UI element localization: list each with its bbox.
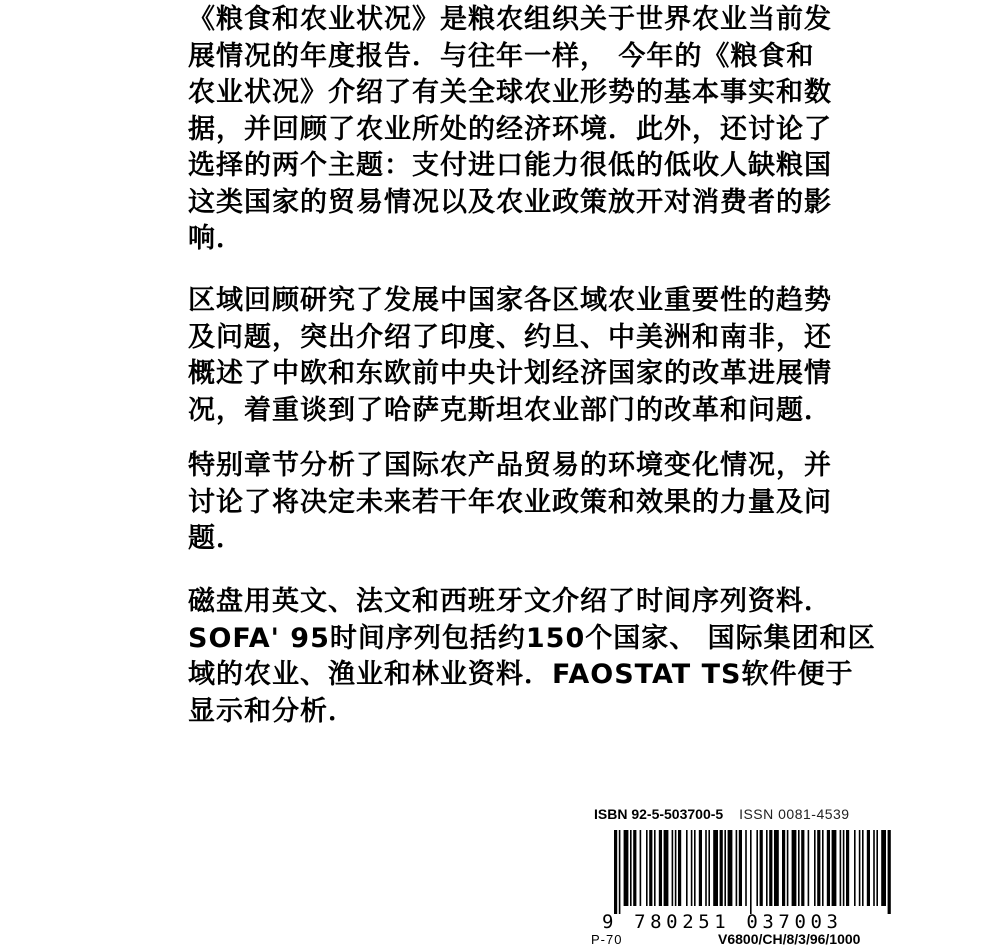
text-line: SOFA' 95时间序列包括约150个国家、 国际集团和区 [188,622,876,654]
barcode-digits: 9 780251 037003 [602,911,843,932]
text-line: 显示和分析． [188,695,356,727]
price-code: P-70 [591,932,623,947]
text-line: 磁盘用英文、法文和西班牙文介绍了时间序列资料． [188,586,832,617]
text-line: 及问题，突出介绍了印度、约旦、中美洲和南非，还 [188,321,832,353]
isbn-number: ISBN 92-5-503700-5 [594,806,724,822]
text-line: 讨论了将决定未来若干年农业政策和效果的力量及问 [188,486,832,518]
text-line: 这类国家的贸易情况以及农业政策放开对消费者的影 [188,186,832,218]
catalog-code: V6800/CH/8/3/96/1000 [718,931,861,947]
text-line: 特别章节分析了国际农产品贸易的环境变化情况，并 [188,450,832,481]
paragraph-1 [188,2,832,258]
text-line: 响． [188,223,244,254]
text-line: 选择的两个主题：支付进口能力很低的低收人缺粮国 [188,150,832,181]
text-line: 域的农业、渔业和林业资料．FAOSTAT TS软件便于 [188,659,854,690]
paragraph-3 [188,448,832,558]
text-line: 况，着重谈到了哈萨克斯坦农业部门的改革和问题． [188,394,832,426]
text-line: 展情况的年度报告．与往年一样， 今年的《粮食和 [188,40,815,72]
text-line: 《粮食和农业状况》是粮农组织关于世界农业当前发 [188,4,832,35]
text-line: 题． [188,523,244,554]
text-line: 农业状况》介绍了有关全球农业形势的基本事实和数 [188,77,832,108]
barcode [596,826,908,932]
paragraph-4 [188,584,876,730]
text-line: 据，并回顾了农业所处的经济环境．此外，还讨论了 [188,113,832,145]
paragraph-2 [188,283,832,429]
text-line: 概述了中欧和东欧前中央计划经济国家的改革进展情 [188,358,832,389]
isbn-issn-line [594,806,914,822]
text-line: 区域回顾研究了发展中国家各区域农业重要性的趋势 [188,285,832,316]
issn-number: ISSN 0081-4539 [739,806,850,822]
